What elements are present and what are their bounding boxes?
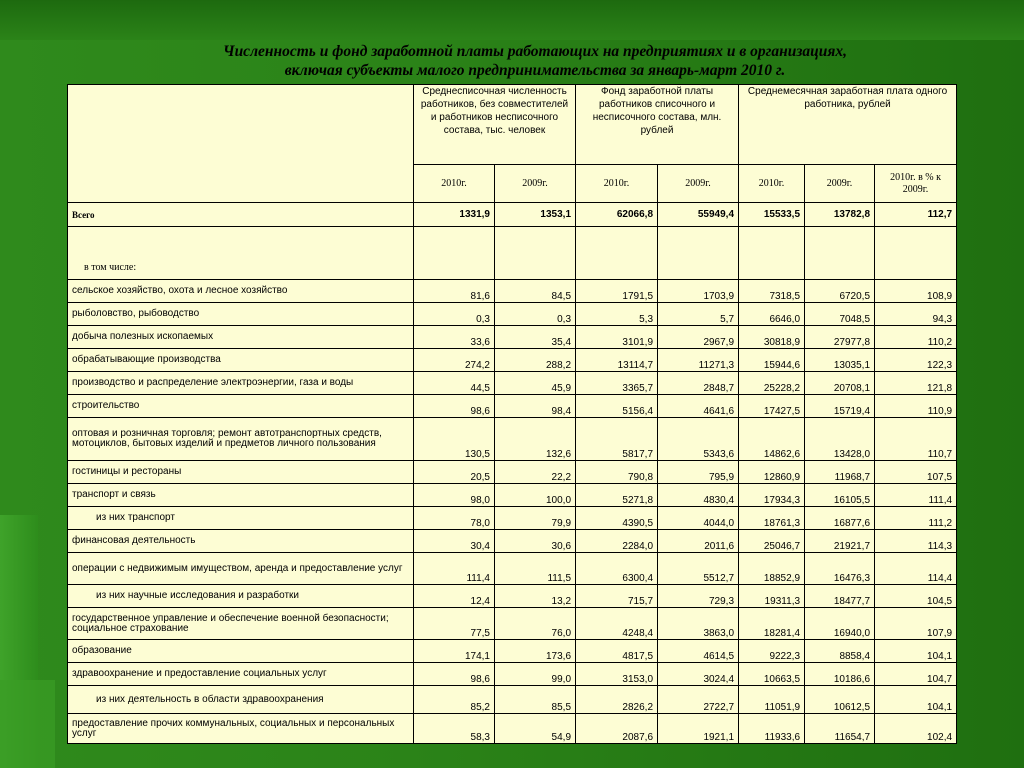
table-row — [68, 372, 957, 395]
table-row — [68, 418, 957, 461]
table-cell: 3365,7 — [576, 372, 658, 395]
table-cell: 104,1 — [875, 686, 957, 714]
table-cell: 11654,7 — [805, 714, 875, 744]
table-cell: 10612,5 — [805, 686, 875, 714]
statistics-table — [67, 84, 957, 744]
table-cell: 104,5 — [875, 585, 957, 608]
table-cell: 2284,0 — [576, 530, 658, 553]
table-cell: 62066,8 — [576, 203, 658, 227]
table-cell: 35,4 — [495, 326, 576, 349]
row-label: сельское хозяйство, охота и лесное хозяйство — [68, 280, 414, 303]
table-cell: 45,9 — [495, 372, 576, 395]
title-line-1: Численность и фонд заработной платы работающих на предприятиях и в организациях, — [222, 43, 848, 60]
table-cell: 104,7 — [875, 663, 957, 686]
table-row — [68, 484, 957, 507]
row-label: государственное управление и обеспечение военной безопасности; социальное страхование — [68, 608, 414, 640]
table-cell: 274,2 — [414, 349, 495, 372]
table-cell: 4614,5 — [658, 640, 739, 663]
table-cell: 85,2 — [414, 686, 495, 714]
table-cell: 288,2 — [495, 349, 576, 372]
table-cell: 21921,7 — [805, 530, 875, 553]
table-cell: 7318,5 — [739, 280, 805, 303]
table-cell: 13,2 — [495, 585, 576, 608]
table-cell: 110,9 — [875, 395, 957, 418]
table-cell: 98,4 — [495, 395, 576, 418]
table-cell: 5271,8 — [576, 484, 658, 507]
table-cell — [576, 227, 658, 280]
table-cell: 2826,2 — [576, 686, 658, 714]
table-cell: 94,3 — [875, 303, 957, 326]
table-cell: 17934,3 — [739, 484, 805, 507]
header-ratio: 2010г. в % к 2009г. — [875, 165, 957, 203]
header-empty-cell — [68, 85, 414, 203]
including-label: в том числе: — [68, 227, 414, 280]
table-cell: 2967,9 — [658, 326, 739, 349]
table-cell: 84,5 — [495, 280, 576, 303]
table-cell: 98,6 — [414, 663, 495, 686]
table-cell: 15719,4 — [805, 395, 875, 418]
table-cell: 13035,1 — [805, 349, 875, 372]
decorative-band-top — [0, 0, 1024, 40]
table-cell: 77,5 — [414, 608, 495, 640]
table-cell: 173,6 — [495, 640, 576, 663]
table-cell: 16877,6 — [805, 507, 875, 530]
table-cell: 85,5 — [495, 686, 576, 714]
table-cell: 81,6 — [414, 280, 495, 303]
table-row — [68, 553, 957, 585]
row-label: транспорт и связь — [68, 484, 414, 507]
table-cell: 111,2 — [875, 507, 957, 530]
table-cell: 4641,6 — [658, 395, 739, 418]
table-cell: 25228,2 — [739, 372, 805, 395]
table-cell: 13114,7 — [576, 349, 658, 372]
table-cell: 3153,0 — [576, 663, 658, 686]
table-cell: 16476,3 — [805, 553, 875, 585]
table-cell: 100,0 — [495, 484, 576, 507]
row-label: из них научные исследования и разработки — [68, 585, 414, 608]
header-year-2009: 2009г. — [805, 165, 875, 203]
header-year-2010: 2010г. — [414, 165, 495, 203]
table-cell: 3863,0 — [658, 608, 739, 640]
table-row — [68, 714, 957, 744]
table-cell: 12,4 — [414, 585, 495, 608]
row-label: производство и распределение электроэнергии, газа и воды — [68, 372, 414, 395]
row-label: операции с недвижимым имуществом, аренда и предоставление услуг — [68, 553, 414, 585]
table-cell: 4817,5 — [576, 640, 658, 663]
table-cell: 11968,7 — [805, 461, 875, 484]
table-row — [68, 326, 957, 349]
table-cell: 715,7 — [576, 585, 658, 608]
table-cell: 55949,4 — [658, 203, 739, 227]
table-cell: 18281,4 — [739, 608, 805, 640]
table-cell: 1791,5 — [576, 280, 658, 303]
table-cell: 130,5 — [414, 418, 495, 461]
table-cell: 4390,5 — [576, 507, 658, 530]
row-label: предоставление прочих коммунальных, социальных и персональных услуг — [68, 714, 414, 744]
table-cell: 3101,9 — [576, 326, 658, 349]
table-cell: 19311,3 — [739, 585, 805, 608]
table-cell: 5343,6 — [658, 418, 739, 461]
table-cell: 1353,1 — [495, 203, 576, 227]
table-cell — [658, 227, 739, 280]
table-cell: 6720,5 — [805, 280, 875, 303]
table-cell: 16105,5 — [805, 484, 875, 507]
table-cell: 5,7 — [658, 303, 739, 326]
table-cell: 30,4 — [414, 530, 495, 553]
row-label: оптовая и розничная торговля; ремонт автотранспортных средств, мотоциклов, бытовых изделий и предметов личного пользования — [68, 418, 414, 461]
row-label: Всего — [68, 203, 414, 227]
table-cell: 27977,8 — [805, 326, 875, 349]
table-cell — [739, 227, 805, 280]
header-row-groups — [68, 85, 957, 165]
row-label: из них деятельность в области здравоохранения — [68, 686, 414, 714]
table-row — [68, 608, 957, 640]
table-cell: 2011,6 — [658, 530, 739, 553]
table-cell: 11051,9 — [739, 686, 805, 714]
table-cell: 18477,7 — [805, 585, 875, 608]
table-row-total — [68, 203, 957, 227]
table-cell: 108,9 — [875, 280, 957, 303]
table-cell: 20,5 — [414, 461, 495, 484]
table-cell: 110,7 — [875, 418, 957, 461]
table-cell: 98,6 — [414, 395, 495, 418]
table-cell: 174,1 — [414, 640, 495, 663]
table-cell: 729,3 — [658, 585, 739, 608]
row-label: рыболовство, рыбоводство — [68, 303, 414, 326]
table-cell: 11271,3 — [658, 349, 739, 372]
table-cell: 132,6 — [495, 418, 576, 461]
table-cell: 99,0 — [495, 663, 576, 686]
header-year-2010: 2010г. — [576, 165, 658, 203]
table-cell: 4248,4 — [576, 608, 658, 640]
table-cell — [414, 227, 495, 280]
table-cell: 0,3 — [414, 303, 495, 326]
table-cell: 15944,6 — [739, 349, 805, 372]
header-employees: Среднесписочная численность работников, без совместителей и работников несписочного состава, тыс. человек — [414, 85, 576, 165]
table-cell: 2722,7 — [658, 686, 739, 714]
row-label: образование — [68, 640, 414, 663]
table-cell: 79,9 — [495, 507, 576, 530]
table-cell: 14862,6 — [739, 418, 805, 461]
table-cell: 114,3 — [875, 530, 957, 553]
table-row — [68, 530, 957, 553]
table-cell: 790,8 — [576, 461, 658, 484]
table-cell: 58,3 — [414, 714, 495, 744]
table-cell: 111,4 — [414, 553, 495, 585]
table-cell: 111,4 — [875, 484, 957, 507]
table-cell: 2087,6 — [576, 714, 658, 744]
table-row-including — [68, 227, 957, 280]
table-cell: 6646,0 — [739, 303, 805, 326]
row-label: строительство — [68, 395, 414, 418]
table-cell: 18852,9 — [739, 553, 805, 585]
table-cell — [805, 227, 875, 280]
table-cell: 33,6 — [414, 326, 495, 349]
row-label: из них транспорт — [68, 507, 414, 530]
table-cell: 8858,4 — [805, 640, 875, 663]
table-cell: 17427,5 — [739, 395, 805, 418]
table-cell: 54,9 — [495, 714, 576, 744]
table-cell: 12860,9 — [739, 461, 805, 484]
table-row — [68, 585, 957, 608]
table-cell: 11933,6 — [739, 714, 805, 744]
row-label: обрабатывающие производства — [68, 349, 414, 372]
table-cell: 112,7 — [875, 203, 957, 227]
table-cell: 5,3 — [576, 303, 658, 326]
table-cell: 13782,8 — [805, 203, 875, 227]
row-label: здравоохранение и предоставление социальных услуг — [68, 663, 414, 686]
table-cell: 0,3 — [495, 303, 576, 326]
row-label: добыча полезных ископаемых — [68, 326, 414, 349]
table-cell: 76,0 — [495, 608, 576, 640]
header-year-2009: 2009г. — [658, 165, 739, 203]
header-avg-wage: Среднемесячная заработная плата одного работника, рублей — [739, 85, 957, 165]
table-cell: 16940,0 — [805, 608, 875, 640]
table-cell: 7048,5 — [805, 303, 875, 326]
table-cell: 1331,9 — [414, 203, 495, 227]
title-line-2: включая субъекты малого предпринимательства за январь-март 2010 г. — [284, 62, 786, 79]
table-row — [68, 507, 957, 530]
table-cell: 20708,1 — [805, 372, 875, 395]
table-cell: 102,4 — [875, 714, 957, 744]
table-cell: 121,8 — [875, 372, 957, 395]
row-label: гостиницы и рестораны — [68, 461, 414, 484]
table-cell: 78,0 — [414, 507, 495, 530]
table-cell: 6300,4 — [576, 553, 658, 585]
table-cell: 98,0 — [414, 484, 495, 507]
table-row — [68, 349, 957, 372]
table-row — [68, 686, 957, 714]
table-cell: 10663,5 — [739, 663, 805, 686]
table-cell: 30818,9 — [739, 326, 805, 349]
table-cell: 30,6 — [495, 530, 576, 553]
table-cell: 111,5 — [495, 553, 576, 585]
table-cell: 5156,4 — [576, 395, 658, 418]
table-row — [68, 280, 957, 303]
table-cell: 13428,0 — [805, 418, 875, 461]
table-cell: 2848,7 — [658, 372, 739, 395]
table-cell: 4044,0 — [658, 507, 739, 530]
table-row — [68, 395, 957, 418]
row-label: финансовая деятельность — [68, 530, 414, 553]
table-cell: 104,1 — [875, 640, 957, 663]
header-wage-fund: Фонд заработной платы работников списочного и несписочного состава, млн. рублей — [576, 85, 739, 165]
header-year-2010: 2010г. — [739, 165, 805, 203]
table-cell — [875, 227, 957, 280]
table-cell: 9222,3 — [739, 640, 805, 663]
table-row — [68, 663, 957, 686]
table-row — [68, 640, 957, 663]
table-cell: 107,9 — [875, 608, 957, 640]
table-cell: 10186,6 — [805, 663, 875, 686]
page-title — [120, 42, 950, 80]
table-cell: 114,4 — [875, 553, 957, 585]
table-cell: 18761,3 — [739, 507, 805, 530]
table-cell: 3024,4 — [658, 663, 739, 686]
table-cell: 1921,1 — [658, 714, 739, 744]
table-row — [68, 303, 957, 326]
table-cell: 5512,7 — [658, 553, 739, 585]
table-cell: 44,5 — [414, 372, 495, 395]
header-year-2009: 2009г. — [495, 165, 576, 203]
table-cell: 5817,7 — [576, 418, 658, 461]
table-cell: 1703,9 — [658, 280, 739, 303]
table-row — [68, 461, 957, 484]
decorative-block-left-lower — [0, 680, 55, 768]
table-cell: 122,3 — [875, 349, 957, 372]
table-cell: 795,9 — [658, 461, 739, 484]
table-cell — [495, 227, 576, 280]
table-cell: 25046,7 — [739, 530, 805, 553]
table-cell: 110,2 — [875, 326, 957, 349]
table-cell: 107,5 — [875, 461, 957, 484]
table-cell: 15533,5 — [739, 203, 805, 227]
table-cell: 4830,4 — [658, 484, 739, 507]
table-cell: 22,2 — [495, 461, 576, 484]
